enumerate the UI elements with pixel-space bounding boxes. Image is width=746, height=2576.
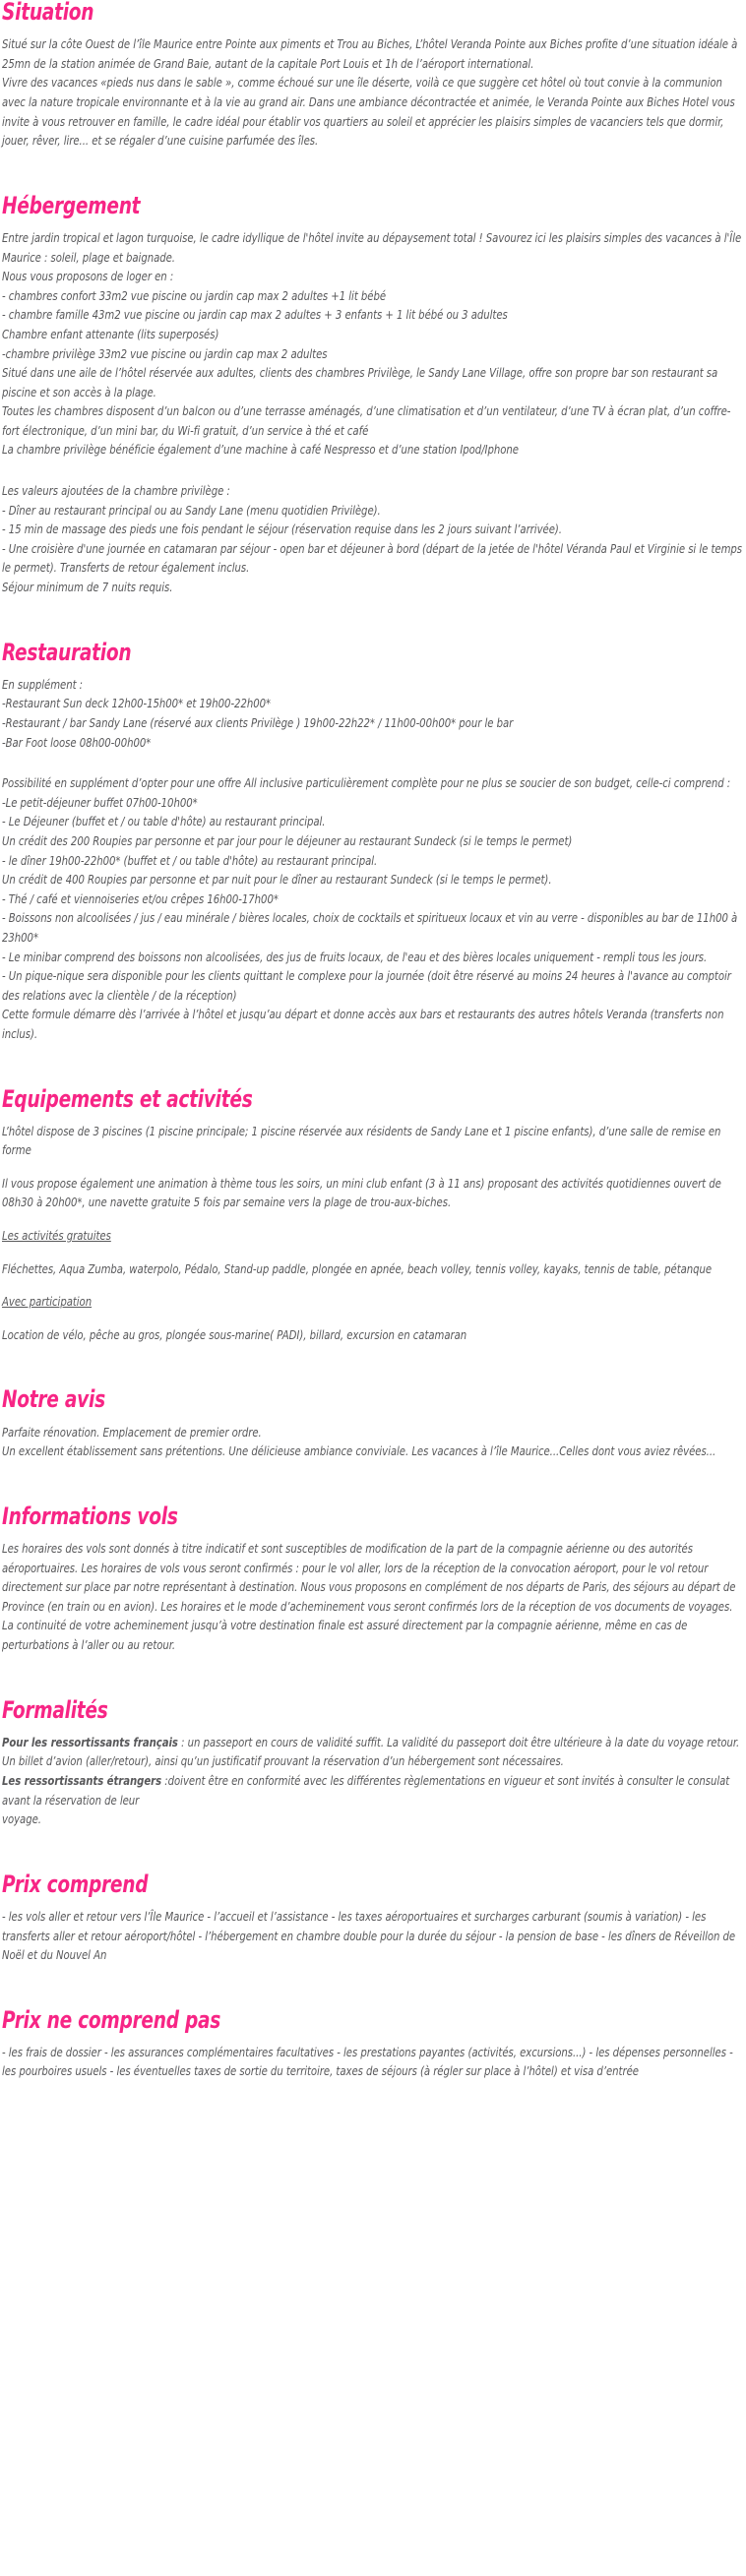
spacer [2,597,744,641]
section-title-hebergement: Hébergement [2,191,141,219]
restauration-allinclusive-item-6: - Thé / café et viennoiseries et/ou crêpes 16h00-17h00* [2,890,279,906]
formalites-voyage-line: voyage. [2,1811,41,1827]
restauration-supplement-label: En supplément : [2,676,84,692]
equipements-avec-participation-list: Location de vélo, pêche au gros, plongée sous-marine( PADI), billard, excursion en catamaran [2,1326,467,1342]
hebergement-line-1: Entre jardin tropical et lagon turquoise, le cadre idyllique de l'hôtel invite au dépaysement total ! Savourez ici les plaisirs simples des vacances à l'Île Maurice : soleil, plage et baignade. [2,229,742,265]
informations-vols-paragraph: Les horaires des vols sont donnés à titre indicatif et sont susceptibles de modification de la part de la compagnie aérienne ou des autorités aéroportuaires. Les horaires de vols vous seront confirmés : pour le vol aller, lors de la réception de la convocation aéroport, pour le vol retour directement sur place par notre représentant à destination. Nous vous proposons en complément de nos départs de Paris, des séjours au départ de Province (en train ou en avion). Les horaires et le mode d’acheminement vous seront confirmés lors de la réception de vos documents de voyages. La continuité de votre acheminement jusqu’à votre destination finale est assuré directement par la compagnie aérienne, même en cas de perturbations à l’aller ou au retour. [2,1541,736,1652]
hebergement-privilege-item-2: - 15 min de massage des pieds une fois pendant le séjour (réservation requise dans les 2 jours suivant l’arrivée). [2,521,562,537]
spacer [2,1278,744,1292]
hebergement-line-3: - chambres confort 33m2 vue piscine ou jardin cap max 2 adultes +1 lit bébé [2,287,387,303]
spacer [2,1212,744,1226]
hebergement-line-5: Chambre enfant attenante (lits superposés) [2,326,219,341]
section-title-formalites: Formalités [2,1695,108,1724]
spacer [2,1312,744,1325]
restauration-allinclusive-item-4: - le dîner 19h00-22h00* (buffet et / ou table d'hôte) au restaurant principal. [2,852,378,868]
restauration-allinclusive-item-5: Un crédit de 400 Roupies par personne et par nuit pour le dîner au restaurant Sundeck (si le temps le permet). [2,872,552,888]
situation-paragraph-2: Vivre des vacances «pieds nus dans le sable », comme échoué sur une île déserte, voilà ce que suggère cet hôtel où tout convie à la communion avec la nature tropicale environnante et à la vie au grand air. Dans une ambiance décontractée et animée, le Veranda Pointe aux Biches Hotel vous invite à vous retrouver en famille, le cadre idéal pour établir vos quartiers au soleil et apprécier les plaisirs simples de vacanciers tels que dormir, jouer, rêver, lire... et se régaler d’une cuisine parfumée des îles. [2,75,735,149]
section-equipements-activites [2,1084,744,1345]
section-prix-ne-comprend-pas [2,2005,744,2081]
hebergement-privilege-item-3: - Une croisière d'une journée en catamaran par séjour - open bar et déjeuner à bord (départ de la jetée de l'hôtel Véranda Paul et Virginie si le temps le permet). Transferts de retour également inclus. [2,540,743,576]
section-title-informations-vols: Informations vols [2,1502,178,1530]
spacer [2,151,744,194]
spacer [2,1655,744,1698]
section-title-restauration: Restauration [2,638,132,666]
section-situation [2,0,744,151]
restauration-allinclusive-item-1: -Le petit-déjeuner buffet 07h00-10h00* [2,794,198,810]
restauration-allinclusive-item-3: Un crédit des 200 Roupies par personne et par jour pour le déjeuner au restaurant Sundeck (si le temps le permet) [2,832,573,848]
spacer [2,1160,744,1174]
notre-avis-line-2: Un excellent établissement sans prétentions. Une délicieuse ambiance conviviale. Les vacances à l’île Maurice...Celles dont vous aviez rêvées... [2,1443,716,1459]
spacer [2,752,744,773]
prix-ne-comprend-pas-paragraph: - les frais de dossier - les assurances complémentaires facultatives - les prestations payantes (activités, excursions...) - les dépenses personnelles - les pourboires usuels - les éventuelles taxes de sortie du territoire, taxes de séjours (à régler sur place à l’hôtel) et visa d’entrée [2,2044,733,2079]
formalites-label-francais: Pour les ressortissants français [2,1734,178,1749]
section-title-notre-avis: Notre avis [2,1385,105,1414]
hebergement-line-7: Situé dans une aile de l’hôtel réservée aux adultes, clients des chambres Privilège, le Sandy Lane Village, offre son propre bar son restaurant sa piscine et son accès à la plage. [2,365,718,399]
restauration-allinclusive-item-7: - Boissons non alcoolisées / jus / eau minérale / bières locales, choix de cocktails et spiritueux locaux et vin au verre - disponibles au bar de 11h00 à 23h00* [2,910,738,945]
equipements-animations: Il vous propose également une animation à thème tous les soirs, un mini club enfant (3 à 11 ans) proposant des activités quotidiennes ouvert de 08h30 à 20h00*, une navette gratuite 5 fois par semaine vers la plage de trou-aux-biches. [2,1175,721,1210]
spacer [2,1044,744,1087]
hebergement-sejour-minimum: Séjour minimum de 7 nuits requis. [2,580,173,595]
section-title-equipements: Equipements et activités [2,1084,253,1113]
restauration-allinclusive-item-2: - Le Déjeuner (buffet et / ou table d'hôte) au restaurant principal. [2,814,326,829]
hebergement-privilege-item-1: - Dîner au restaurant principal ou au Sandy Lane (menu quotidien Privilège). [2,502,381,518]
hebergement-line-8: Toutes les chambres disposent d’un balcon ou d’une terrasse aménagés, d’une climatisation et d’un ventilateur, d’une TV à écran plat, d’un coffre-fort électronique, d’un mini bar, du Wi-fi gratuit, d’un service à thé et café [2,403,731,438]
spacer [2,1461,744,1504]
spacer [2,460,744,481]
formalites-label-etrangers: Les ressortissants étrangers [2,1772,162,1788]
hebergement-line-9: La chambre privilège bénéficie également d’une machine à café Nespresso et d’une station Ipod/Iphone [2,442,519,458]
restauration-sandy-lane: -Restaurant / bar Sandy Lane (réservé aux clients Privilège ) 19h00-22h22* / 11h00-00h00* pour le bar [2,715,514,730]
hebergement-line-2: Nous vous proposons de loger en : [2,269,174,284]
restauration-allinclusive-item-8: - Le minibar comprend des boissons non alcoolisées, des jus de fruits locaux, de l'eau et des bières locales uniquement - rempli tous les jours. [2,949,708,964]
hebergement-line-4: - chambre famille 43m2 vue piscine ou jardin cap max 2 adultes + 3 enfants + 1 lit bébé ou 3 adultes [2,307,508,323]
spacer [2,1829,744,1872]
restauration-sun-deck: -Restaurant Sun deck 12h00-15h00* et 19h00-22h00* [2,696,272,711]
subtitle-avec-participation: Avec participation [2,1294,93,1310]
spacer [2,1965,744,2008]
section-prix-comprend [2,1872,744,1965]
section-title-prix-ne-comprend-pas: Prix ne comprend pas [2,2005,221,2034]
subtitle-activites-gratuites: Les activités gratuites [2,1228,111,1244]
equipements-activites-gratuites-list: Fléchettes, Aqua Zumba, waterpolo, Pédalo, Stand-up paddle, plongée en apnée, beach volley, tennis volley, kayaks, tennis de table, pétanque [2,1260,713,1276]
formalites-ressortissants-francais [2,1733,743,1771]
spacer [2,1344,744,1387]
equipements-piscines: L’hôtel dispose de 3 piscines (1 piscine principale; 1 piscine réservée aux résidents de Sandy Lane et 1 piscine enfants), d’une salle de remise en forme [2,1123,721,1158]
hebergement-line-6: -chambre privilège 33m2 vue piscine ou jardin cap max 2 adultes [2,345,328,361]
prix-comprend-paragraph: - les vols aller et retour vers l’Île Maurice - l’accueil et l’assistance - les taxes aéroportuaires et surcharges carburant (soumis à variation) - les transferts aller et retour aéroport/hôtel - l’hébergement en chambre double pour la durée du séjour - la pension de base - les dîners de Réveillon de Noël et du Nouvel An [2,1908,736,1963]
section-notre-avis [2,1387,744,1460]
formalites-text-francais: : un passeport en cours de validité suffit. La validité du passeport doit être ultérieure à la date du voyage retour. Un billet d’avion (aller/retour), ainsi qu’un justificatif prouvant la réservation d’un hébergement sont nécessaires. [2,1734,740,1769]
formalites-text-etrangers: :doivent être en conformité avec les différentes règlementations en vigueur et sont invités à consulter le consulat avant la réservation de leur [2,1772,730,1808]
section-hebergement [2,191,744,597]
restauration-allinclusive-note: Cette formule démarre dès l’arrivée à l’hôtel et jusqu’au départ et donne accès aux bars et restaurants des autres hôtels Veranda (transferts non inclus). [2,1007,724,1041]
restauration-allinclusive-item-9: - Un pique-nique sera disponible pour les clients quittant le complexe pour la journée (doit être réservé au moins 24 heures à l'avance au comptoir des relations avec la clientèle / de la réception) [2,968,731,1003]
section-formalites [2,1695,744,1829]
restauration-bar-foot-loose: -Bar Foot loose 08h00-00h00* [2,734,152,750]
section-restauration [2,638,744,1044]
section-informations-vols [2,1504,744,1655]
restauration-allinclusive-intro: Possibilité en supplément d’opter pour une offre All inclusive particulièrement complète pour ne plus se soucier de son budget, celle-ci comprend : [2,775,731,791]
formalites-ressortissants-etrangers [2,1771,743,1809]
section-title-situation: Situation [2,0,94,26]
notre-avis-line-1: Parfaite rénovation. Emplacement de premier ordre. [2,1424,262,1440]
situation-paragraph-1: Situé sur la côte Ouest de l’île Maurice entre Pointe aux piments et Trou au Biches, L’hôtel Veranda Pointe aux Biches profite d’une situation idéale à 25mn de la station animée de Grand Baie, autant de la capitale Port Louis et 1h de l’aéroport international. [2,36,738,71]
hebergement-privilege-intro: Les valeurs ajoutées de la chambre privilège : [2,483,230,499]
spacer [2,1246,744,1259]
section-title-prix-comprend: Prix comprend [2,1870,149,1898]
